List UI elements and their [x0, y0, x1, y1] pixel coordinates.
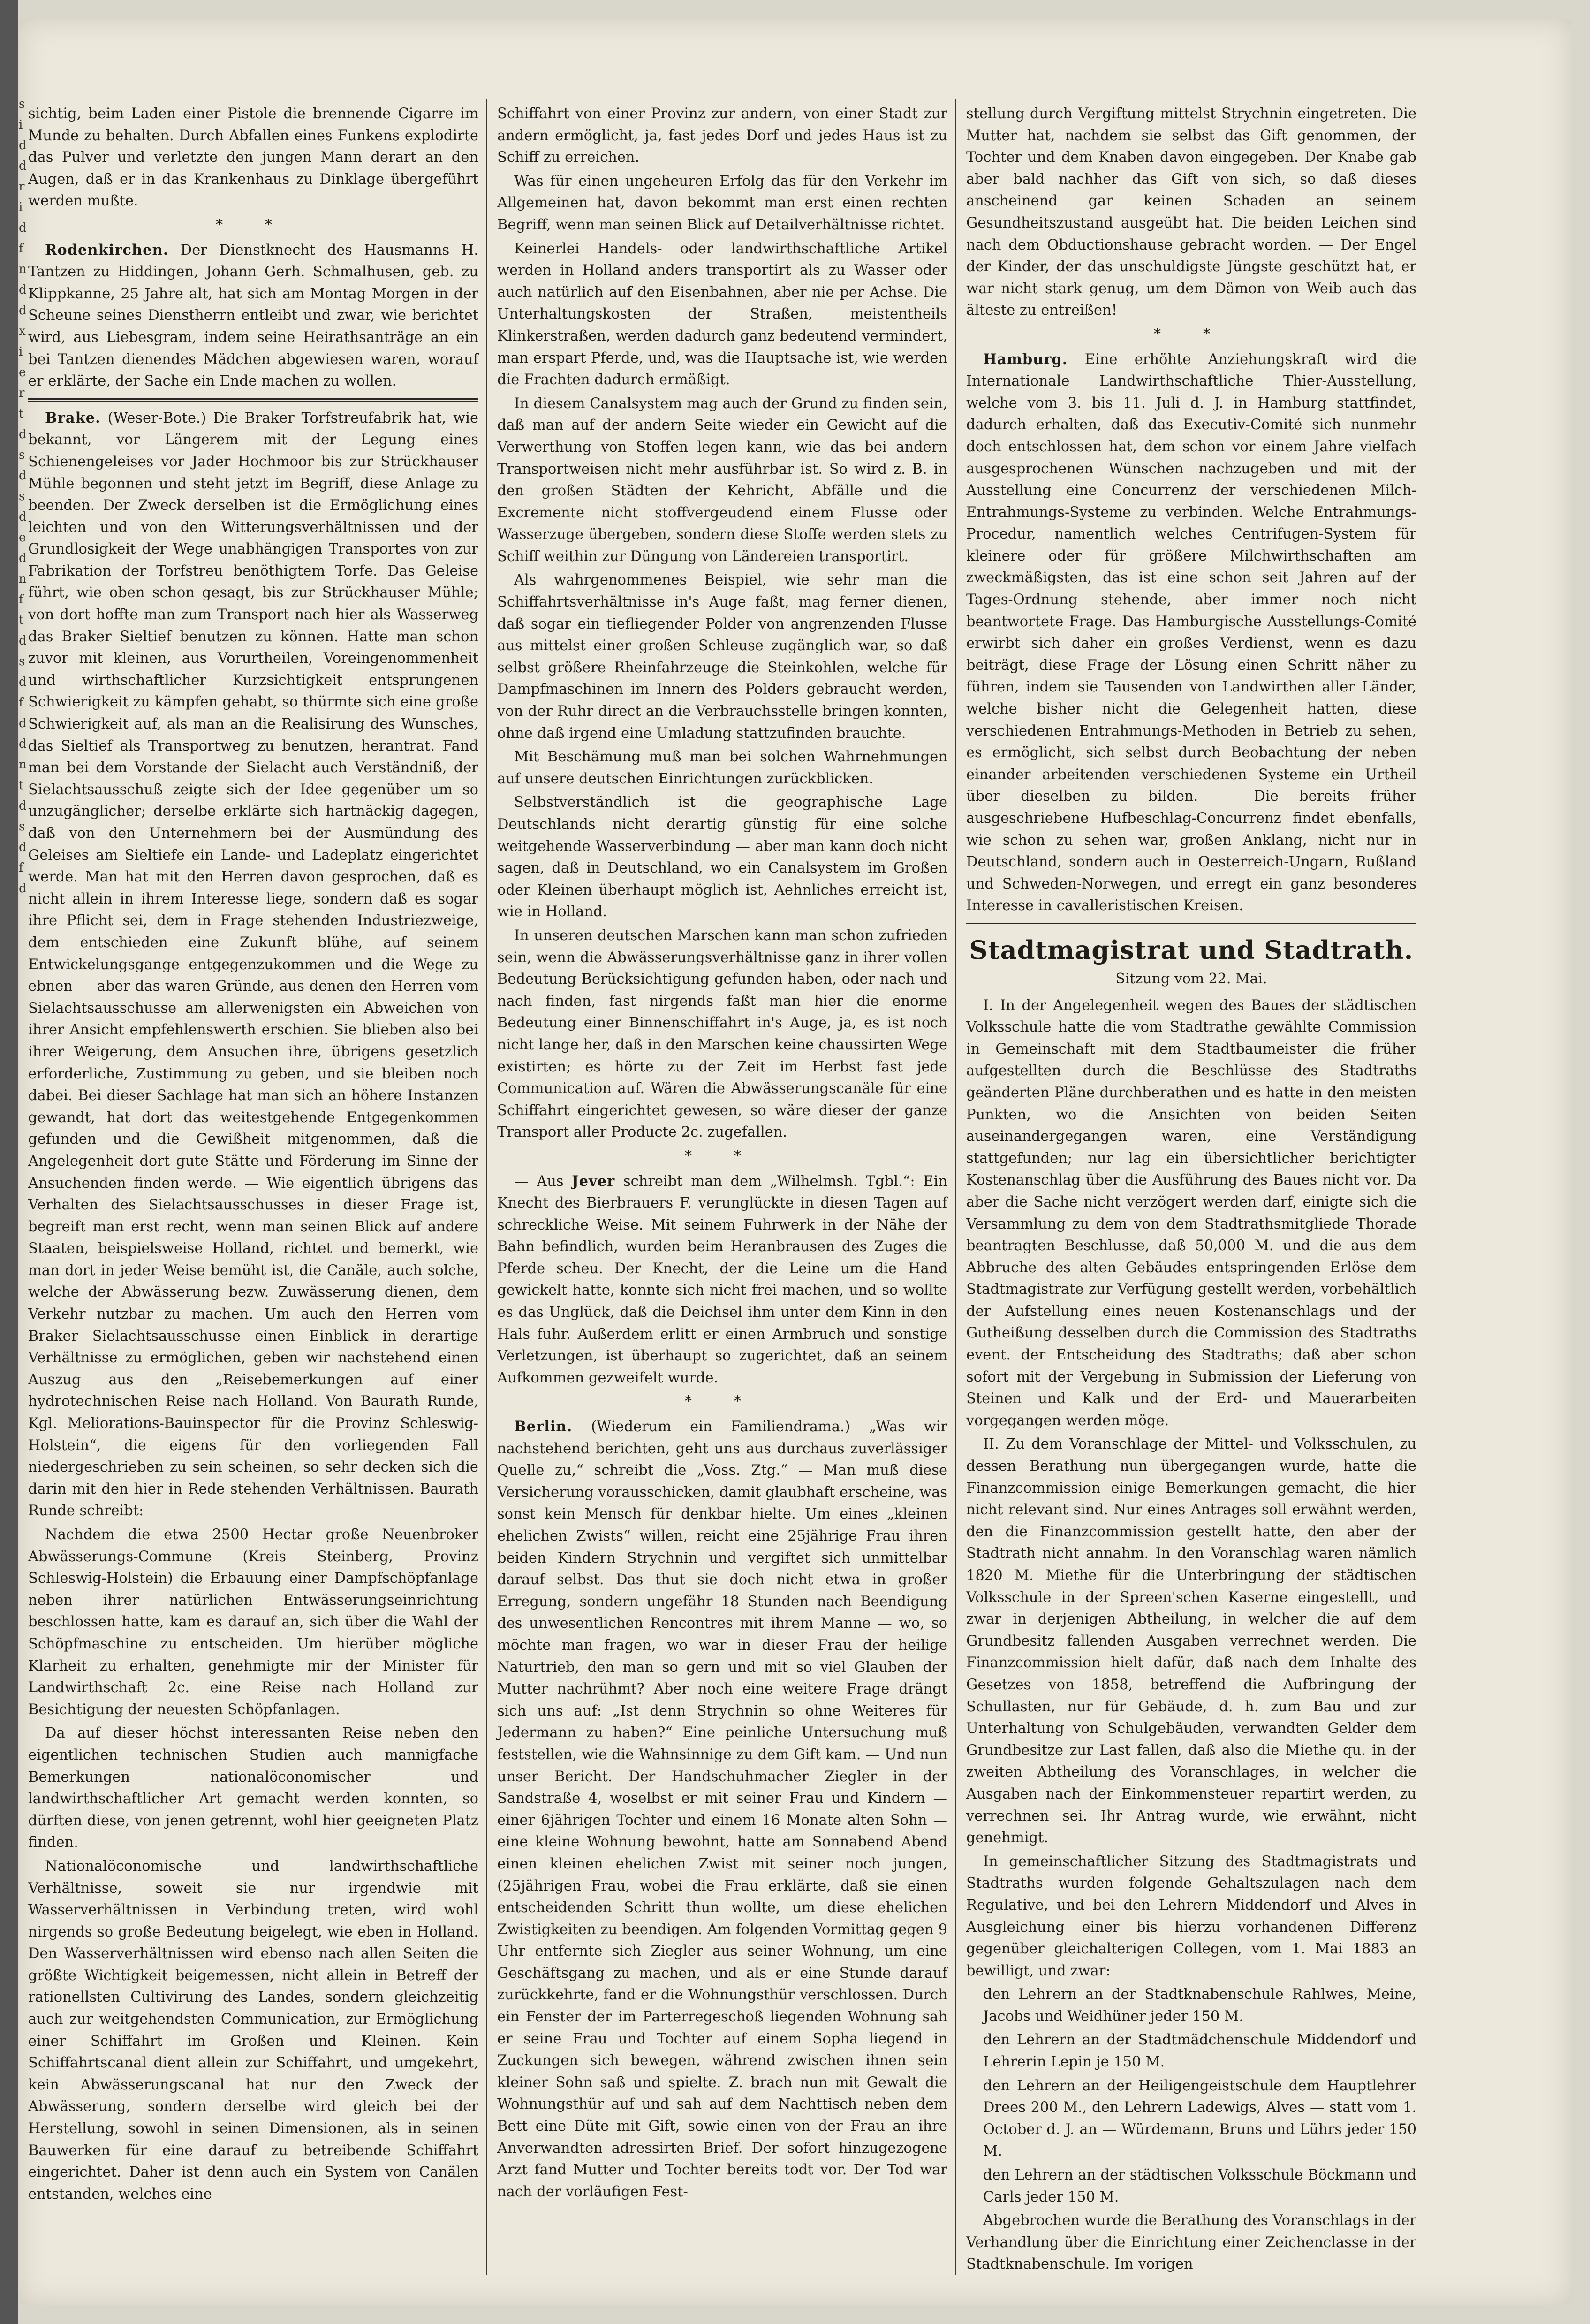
paragraph: Da auf dieser höchst interessanten Reise neben den eigentlichen technischen Studien auch mannigfache Bemerkungen nationalöconomischer und landwirthschaftlicher Art gemacht werden konnten, so dürften diese, von jenen getrennt, wohl hier geeigneten Platz finden.: [28, 1725, 478, 1851]
article-jever: — Aus Jever schreibt man dem „Wilhelmsh. Tgbl.“: Ein Knecht des Bierbrauers F. verunglückte in diesen Tagen auf schreckliche Weise. Mit seinem Fuhrwerk in der Nähe der Bahn befindlich, wurden beim Heranbrausen des Zuges die Pferde scheu. Der Knecht, der die Leine um die Hand gewickelt hatte, konnte sich nicht frei machen, und so wollte es das Unglück, daß die Deichsel ihm unter dem Kinn in den Hals fuhr. Außerdem erlitt er einen Armbruch und sonstige Verletzungen, ist überhaupt so zugerichtet, daß an seinem Aufkommen gezweifelt wurde.: [497, 1172, 947, 1386]
article-continuation: sichtig, beim Laden einer Pistole die brennende Cigarre im Munde zu behalten. Durch Abfallen eines Funkens explodirte das Pulver und verletzte den jungen Mann derart an den Augen, daß er in das Krankenhaus zu Dinklage übergeführt werden mußte.: [28, 106, 478, 210]
paragraph: I. In der Angelegenheit wegen des Baues der städtischen Volksschule hatte die vom Stadtrathe gewählte Commission in Gemeinschaft mit dem Stadtbaumeister die früher aufgestellten durch die Beschlüsse des Stadtraths geänderten Pläne durchberathen und es hatte in den meisten Punkten, wo die Ansichten von beiden Seiten auseinandergegangen waren, eine Verständigung stattgefunden; nur lag ein übersichtlicher berichtigter Kostenanschlag über die Ausführung des Baues nicht vor. Da aber die Sache nicht verzögert werden darf, einigte sich die Versammlung zu dem von dem Stadtrathsmitgliede Thorade beantragten Beschlusse, daß 50,000 M. und die aus dem Abbruche des alten Gebäudes entspringenden Erlöse dem Stadtmagistrate zur Verfügung gestellt werden, vorbehältlich der Aufstellung eines neuen Kostenanschlags und der Gutheißung desselben durch die Commission des Stadtraths event. der Entscheidung des Stadtraths; daß aber schon sofort mit der Vergebung in Submission der Lieferung von Steinen und Kalk und der Erd- und Mauerarbeiten vorgegangen werden möge.: [966, 997, 1416, 1429]
dateline: Brake.: [45, 409, 101, 426]
paragraph: Selbstverständlich ist die geographische Lage Deutschlands nicht derartig günstig für eine solche weitgehende Wasserverbindung — aber man kann doch nicht sagen, daß in Deutschland, wo ein Canalsystem im Großen oder Kleinen überhaupt möglich ist, Aehnliches erreicht ist, wie in Holland.: [497, 794, 947, 920]
article-rodenkirchen: Rodenkirchen. Der Dienstknecht des Hausmanns H. Tantzen zu Hiddingen, Johann Gerh. Schmalhusen, geb. zu Klippkanne, 25 Jahre alt, hat sich am Montag Morgen in der Scheune seines Dienstherrn entleibt und zwar, wie berichtet wird, aus Liebesgram, indem seine Heirathsanträge an ein bei Tantzen dienendes Mädchen abgewiesen waren, worauf er erklärte, der Sache ein Ende machen zu wollen.: [28, 241, 478, 390]
divider-rule: [966, 923, 1416, 926]
section-separator: * *: [684, 1393, 760, 1410]
paragraph: Abgebrochen wurde die Berathung des Voranschlags in der Verhandlung über die Einrichtung einer Zeichenclasse in der Stadtknabenschule. Im vorigen: [966, 2212, 1416, 2273]
dateline: Berlin.: [514, 1418, 573, 1435]
paragraph: Nachdem die etwa 2500 Hectar große Neuenbroker Abwässerungs-Commune (Kreis Steinberg, Provinz Schleswig-Holstein) die Erbauung einer Dampfschöpfanlage neben ihrer natürlichen Entwässerungseinrichtung beschlossen hatte, kam es darauf an, sich über die Wahl der Schöpfmaschine zu entscheiden. Um hierüber mögliche Klarheit zu erhalten, genehmigte mir der Minister für Landwirthschaft 2c. eine Reise nach Holland zur Besichtigung der neuesten Schöpfanlagen.: [28, 1527, 478, 1718]
section-separator: * *: [684, 1147, 760, 1164]
salary-list: [966, 1984, 1416, 2208]
scan-gutter: [0, 0, 18, 2324]
article-berlin: Berlin. (Wiederum ein Familiendrama.) „Was wir nachstehend berichten, geht uns aus durchaus zuverlässiger Quelle zu,“ schreibt die „Voss. Ztg.“ — Man muß diese Versicherung vorausschicken, damit glaubhaft erscheine, was sonst kein Mensch für denkbar hielte. Um eines „kleinen ehelichen Zwists“ willen, reicht eine 25jährige Frau ihren beiden Kindern Strychnin und vergiftet sich unmittelbar darauf selbst. Das thut sie doch nicht etwa in großer Erregung, sondern ungefähr 18 Stunden nach Beendigung des unwesentlichen Rencontres mit ihrem Manne — wo, so möchte man fragen, wo war in dieser Frau der heilige Naturtrieb, den man so gern und mit so viel Glauben der Mutter nachrühmt? Aber noch eine weitere Frage drängt sich uns auf: „Ist denn Strychnin so ohne Weiteres für Jedermann zu haben?“ Eine peinliche Untersuchung muß feststellen, wie die Wahnsinnige zu dem Gift kam. — Und nun unser Bericht. Der Handschuhmacher Ziegler in der Sandstraße 4, woselbst er mit seiner Frau und Kindern — einer 6jährigen Tochter und einem 16 Monate alten Sohn — eine kleine Wohnung bewohnt, hatte am Sonnabend Abend einen kleinen ehelichen Zwist mit seiner noch jungen, (25jährigen Frau, wobei die Frau erklärte, daß sie einen entscheidenden Schritt thun wollte, um diese ehelichen Zwistigkeiten zu beendigen. Am folgenden Vormittag gegen 9 Uhr entfernte sich Ziegler aus seiner Wohnung, um eine Geschäftsgang zu machen, und als er eine Stunde darauf zurückkehrte, fand er die Wohnungsthür verschlossen. Durch ein Fenster der im Parterregeschoß liegenden Wohnung sah er seine Frau und Tochter auf einem Sopha liegend in Zuckungen sich bewegen, während zwischen ihnen sein kleiner Sohn saß und spielte. Z. brach nun mit Gewalt die Wohnungsthür auf und sah auf dem Nachttisch neben dem Bett eine Düte mit Gift, sowie einen von der Frau an ihre Anverwandten adressirten Brief. Der sofort hinzugezogene Arzt fand Mutter und Tochter bereits todt vor. Der Tod war nach der vorläufigen Fest-: [497, 1418, 947, 2200]
paragraph: Als wahrgenommenes Beispiel, wie sehr man die Schiffahrtsverhältnisse in's Auge faßt, mag ferner dienen, daß sogar ein tiefliegender Polder von angrenzenden Flusse aus mittelst einer großen Schleuse zugänglich war, so daß selbst größere Rheinfahrzeuge die Steinkohlen, welche für Dampfmaschinen im Innern des Polders gebraucht werden, von der Ruhr direct an die Verbrauchsstelle bringen konnten, ohne daß irgend eine Umladung stattzufinden brauchte.: [497, 572, 947, 742]
dateline: Rodenkirchen.: [45, 241, 169, 258]
divider-rule: [28, 398, 478, 402]
list-item: den Lehrern an der städtischen Volksschule Böckmann und Carls jeder 150 M.: [983, 2167, 1416, 2205]
paragraph: In unseren deutschen Marschen kann man schon zufrieden sein, wenn die Abwässerungsverhältnisse ganz in ihrer vollen Bedeutung Berücksichtigung gefunden haben, oder nach und nach finden, fast nirgends faßt man hier die enorme Bedeutung einer Binnenschiffahrt in's Auge, ja, es ist noch nicht lange her, daß in den Marschen keine chaussirten Wege existirten; es hörte zu der Zeit im Herbst fast jede Communication auf. Wären die Abwässerungscanäle für eine Schiffahrt eingerichtet gewesen, so wäre dieser der ganze Transport aller Producte 2c. zugefallen.: [497, 927, 947, 1141]
article-hamburg: Hamburg. Eine erhöhte Anziehungskraft wird die Internationale Landwirthschaftliche Thier-Ausstellung, welche vom 3. bis 11. Juli d. J. in Hamburg stattfindet, dadurch erhalten, daß das Executiv-Comité sich nunmehr doch entschlossen hat, dem schon vor einem Jahre vielfach ausgesprochenen Wünschen nachzugeben und mit der Ausstellung eine Concurrenz der verschiedenen Milch-Entrahmungs-Systeme zu verbinden. Welche Entrahmungs-Procedur, namentlich welches Centrifugen-System für kleinere oder für größere Milchwirthschaften am zweckmäßigsten, das ist eine schon seit Jahren auf der Tages-Ordnung stehende, aber immer noch nicht beantwortete Frage. Das Hamburgische Ausstellungs-Comité erwirbt sich daher ein großes Verdienst, wenn es dazu beiträgt, diese Frage der Lösung einen Schritt näher zu führen, indem sie Tausenden von Landwirthen aller Länder, welche bisher nicht die Gelegenheit hatten, diese verschiedenen Entrahmungs-Methoden in Betrieb zu sehen, es ermöglicht, sich selbst durch Beobachtung der neben einander arbeitenden verschiedenen Systeme ein Urtheil über dieselben zu bilden. — Die bereits früher ausgeschriebene Hufbeschlag-Concurrenz findet ebenfalls, wie schon zu sehen war, großen Anklang, nicht nur in Deutschland, sondern auch in Oesterreich-Ungarn, Rußland und Schweden-Norwegen, und erregt ein ganz besonderes Interesse in cavalleristischen Kreisen.: [966, 350, 1416, 914]
column-2: [497, 103, 947, 2205]
section-headline: Stadtmagistrat und Stadtrath.: [969, 934, 1414, 965]
column-1: [28, 103, 478, 2207]
paragraph: Nationalöconomische und landwirthschaftliche Verhältnisse, soweit sie nur irgendwie mit Wasserverhältnissen in Verbindung treten, wird wohl nirgends so große Bedeutung beigelegt, wie eben in Holland. Den Wasserverhältnissen wird ebenso nach allen Seiten die größte Wichtigkeit beigemessen, nicht allein in Betreff der rationellsten Cultivirung des Landes, sondern gleichzeitig auch zur weitgehendsten Communication, zur Ermöglichung einer Schiffahrt im Großen und Kleinen. Kein Schiffahrtscanal dient allein zur Schiffahrt, und umgekehrt, kein Abwässerungscanal hat nur den Zweck der Abwässerung, sondern derselbe wird gleich bei der Herstellung, sowohl in seinen Dimensionen, als in seinen Bauwerken für eine darauf zu betreibende Schiffahrt eingerichtet. Daher ist denn auch ein System von Canälen entstanden, welches eine: [28, 1858, 478, 2202]
list-item: den Lehrern an der Stadtknabenschule Rahlwes, Meine, Jacobs und Weidhüner jeder 150 M.: [983, 1986, 1416, 2025]
dateline: Jever: [572, 1172, 615, 1190]
section-subheadline: Sitzung vom 22. Mai.: [1115, 970, 1267, 987]
paragraph: stellung durch Vergiftung mittelst Strychnin eingetreten. Die Mutter hat, nachdem sie selbst das Gift genommen, der Tochter und dem Knaben davon eingegeben. Der Knabe gab aber bald nachher das Gift von sich, so daß dieses anscheinend gar keinen Schaden an seinem Gesundheitszustand ausgeübt hat. Die beiden Leichen sind nach dem Obductionshause gebracht worden. — Der Engel der Kinder, der das unschuldigste Jüngste geschützt hat, er war nicht stark genug, um dem Dämon von Weib auch das älteste zu entreißen!: [966, 106, 1416, 319]
article-brake: Brake. (Weser-Bote.) Die Braker Torfstreufabrik hat, wie bekannt, vor Längerem mit der Legung eines Schienengeleises vor Jader Hochmoor bis zur Strückhauser Mühle begonnen und steht jetzt im Begriff, diese Anlage zu beenden. Der Zweck derselben ist die Ermöglichung eines leichten und von den Witterungsverhältnissen und der Grundlosigkeit der Wege unabhängigen Transportes von zur Fabrikation der Torfstreu benöthigtem Torfe. Das Geleise führt, wie oben schon gesagt, bis zur Strückhauser Mühle; von dort hoffte man zum Transport nach hier als Wasserweg das Braker Sieltief benutzen zu können. Hatte man schon zuvor mit kleinen, aus Vorurtheilen, Voreingenommenheit und wirthschaftlicher Kurzsichtigkeit entsprungenen Schwierigkeit zu kämpfen gehabt, so thürmte sich eine große Schwierigkeit auf, als man an die Realisirung des Wunsches, das Sieltief als Transportweg zu benutzen, herantrat. Fand man bei dem Vorstande der Sielacht auch Verständniß, der Sielachtsausschuß zeigte sich der Idee gegenüber um so unzugänglicher; derselbe erklärte sich hartnäckig dagegen, daß von den Unternehmern bei der Ausmündung des Geleises am Sieltiefe ein Lande- und Ladeplatz eingerichtet werde. Man hat mit den Herren davon gesprochen, daß es nicht allein in ihrem Interesse liege, sondern daß es sogar ihre Pflicht sei, dem in Frage stehenden Industriezweige, dem entschieden eine Zukunft blühe, auf seinem Entwickelungsgange entgegenzukommen und die Wege zu ebnen — aber das waren Gründe, aus denen den Herren vom Sielachtsausschusse am allerwenigsten ein Abweichen von ihrer Ansicht empfehlenswerth erschien. Sie blieben also bei ihrer Weigerung, dem Ansuchen ihre, übrigens gesetzlich erforderliche, Zustimmung zu geben, und sie bleiben noch dabei. Bei dieser Sachlage hat man sich an höhere Instanzen gewandt, hat dort das weitestgehende Entgegenkommen gefunden und die Gewißheit mitgenommen, daß die Angelegenheit dort gute Stätte und Förderung im Sinne der Ansuchenden finden werde. — Wie eigentlich übrigens das Verhalten des Sielachtsausschusses in dieser Frage ist, begreift man erst recht, wenn man seinen Blick auf andere Staaten, beispielsweise Holland, richtet und bemerkt, wie man dort in jeder Weise bemüht ist, die Canäle, auch solche, welche der Abwässerung bezw. Zuwässerung dienen, dem Verkehr nutzbar zu machen. Um auch den Herren vom Braker Sielachtsausschusse einen Einblick in derartige Verhältnisse zu ermöglichen, geben wir nachstehend einen Auszug aus den „Reisebemerkungen auf einer hydrotechnischen Reise nach Holland. Von Baurath Runde, Kgl. Meliorations-Bauinspector für die Provinz Schleswig-Holstein“, die eigens für den vorliegenden Fall niedergeschrieben zu sein scheinen, so sehr decken sich die darin mit den hier in Rede stehenden Verhältnissen. Baurath Runde schreibt:: [28, 409, 478, 1519]
paragraph: Schiffahrt von einer Provinz zur andern, von einer Stadt zur andern ermöglicht, ja, fast jedes Dorf und jedes Haus ist zu Schiff zu erreichen.: [497, 106, 947, 166]
list-item: den Lehrern an der Heiligengeistschule dem Hauptlehrer Drees 200 M., den Lehrern Ladewigs, Alves — statt vom 1. October d. J. an — Würdemann, Bruns und Lührs jeder 150 M.: [983, 2077, 1416, 2160]
paragraph: Keinerlei Handels- oder landwirthschaftliche Artikel werden in Holland anders transportirt als zu Wasser oder auch natürlich auf den Eisenbahnen, aber nie per Achse. Die Unterhaltungskosten der Straßen, meistentheils Klinkerstraßen, werden dadurch ganz bedeutend vermindert, man erspart Pferde, und, was die Hauptsache ist, wie werden die Frachten dadurch ermäßigt.: [497, 240, 947, 388]
paragraph: Mit Beschämung muß man bei solchen Wahrnehmungen auf unsere deutschen Einrichtungen zurückblicken.: [497, 749, 947, 787]
paragraph: II. Zu dem Voranschlage der Mittel- und Volksschulen, zu dessen Berathung nun übergegangen wurde, hatte die Finanzcommission einige Bemerkungen gemacht, die hier nicht relevant sind. Nur eines Antrages soll erwähnt werden, den die Finanzcommission gestellt hatte, den aber der Stadtrath nicht annahm. In den Voranschlag waren nämlich 1820 M. Miethe für die Unterbringung der städtischen Volksschule in der Spreen'schen Kaserne eingestellt, und zwar in derjenigen Abtheilung, in welcher die auf dem Grundbesitz fallenden Ausgaben verrechnet werden. Die Finanzcommission hielt dafür, daß nach dem Inhalte des Gesetzes von 1858, betreffend die Aufbringung der Schullasten, nur für Gebäude, d. h. zum Bau und zur Unterhaltung von Schulgebäuden, verwandten Gelder dem Grundbesitze zur Last fallen, daß also die Miethe qu. in der zweiten Abtheilung des Voranschlages, in welcher die Ausgaben nach der Einkommensteuer repartirt werden, zu verrechnen sei. Ihr Antrag wurde, wie erwähnt, nicht genehmigt.: [966, 1436, 1416, 1846]
section-separator: * *: [215, 216, 291, 233]
column-rule-1: [486, 99, 487, 2275]
paragraph: In diesem Canalsystem mag auch der Grund zu finden sein, daß man auf der andern Seite wieder ein Gewicht auf die Verwerthung von Stoffen legen kann, wie das bei andern Transportweisen nicht mehr ausführbar ist. So wird z. B. in den großen Städten der Kehricht, Abfälle und die Excremente nicht stoffvergeudend einem Flusse oder Wasserzuge übergeben, sondern diese Stoffe werden stets zu Schiff weithin zur Düngung von Ländereien transportirt.: [497, 395, 947, 565]
paragraph: Was für einen ungeheuren Erfolg das für den Verkehr im Allgemeinen hat, davon bekommt man erst einen rechten Begriff, wenn man seinen Blick auf Detailverhältnisse richtet.: [497, 173, 947, 233]
list-item: den Lehrern an der Stadtmädchenschule Middendorf und Lehrerin Lepin je 150 M.: [983, 2032, 1416, 2071]
adjacent-page-edge: s i d d r i d f n d d x i e r t d s d s d e d n f t d s d f d d n t d s d f d: [19, 97, 27, 896]
paragraph: In gemeinschaftlicher Sitzung des Stadtmagistrats und Stadtraths wurden folgende Gehaltszulagen nach dem Regulative, und bei den Lehrern Middendorf und Alves in Ausgleichung einer bis hierzu vorhandenen Differenz gegenüber gleichalterigen Collegen, vom 1. Mai 1883 an bewilligt, und zwar:: [966, 1853, 1416, 1979]
column-rule-2: [955, 99, 956, 2275]
section-separator: * *: [1153, 326, 1229, 342]
column-3: [966, 103, 1416, 2278]
dateline: Hamburg.: [983, 350, 1068, 368]
